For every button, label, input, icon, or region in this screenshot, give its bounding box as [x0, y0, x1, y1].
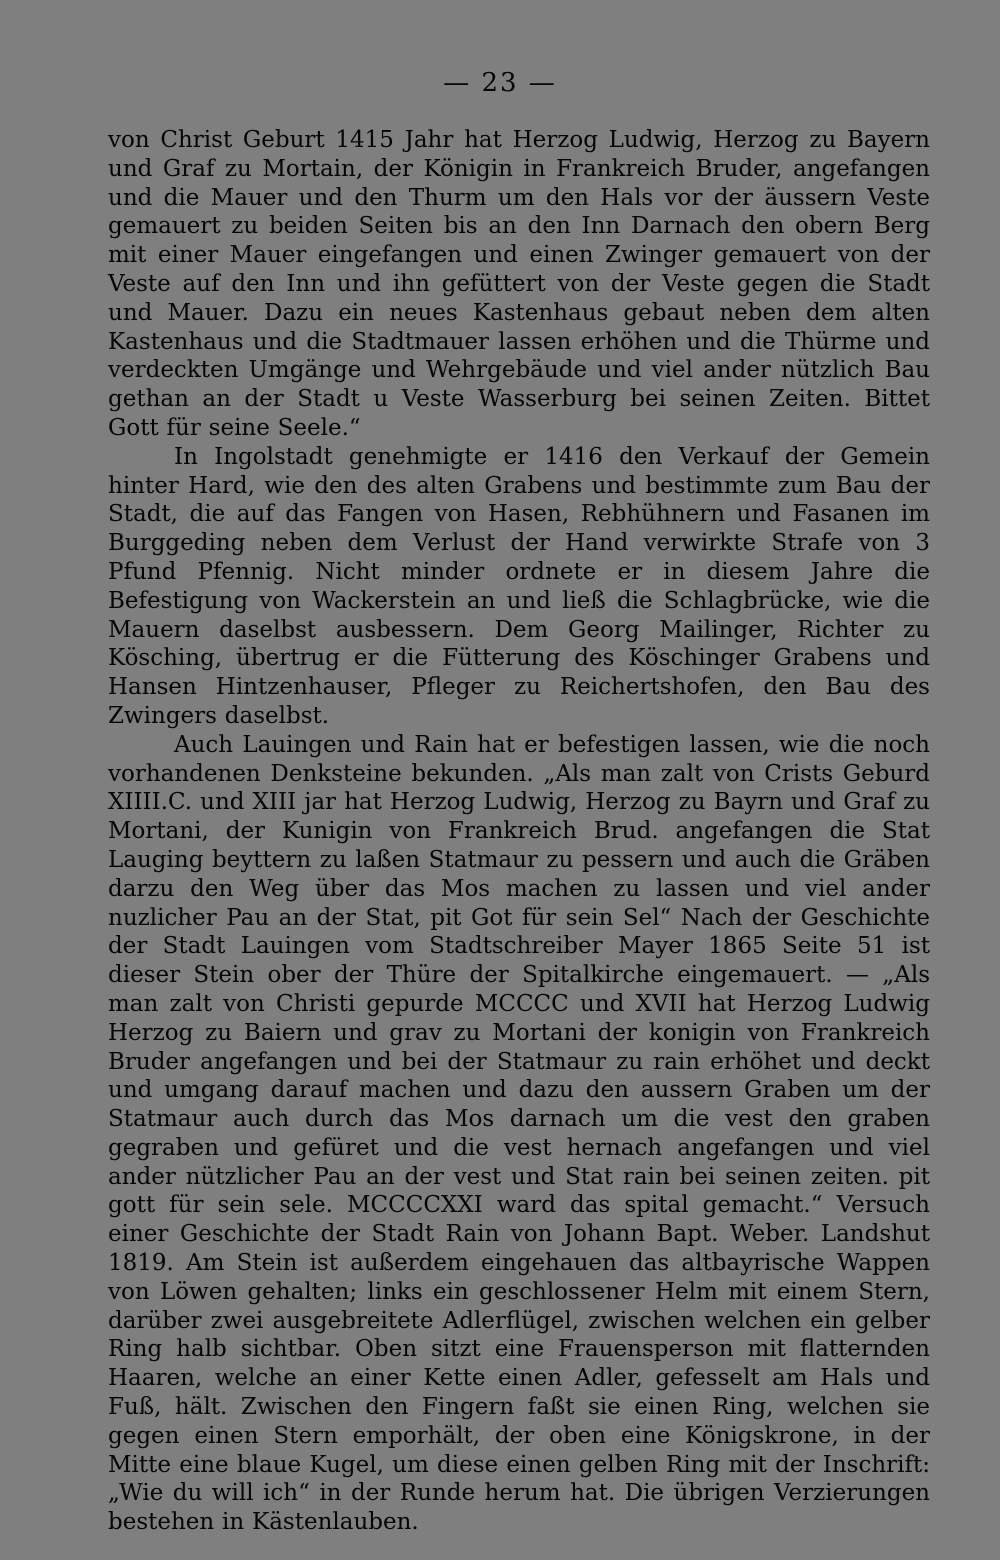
paragraph-1: von Christ Geburt 1415 Jahr hat Herzog Ludwig, Herzog zu Bayern und Graf zu Mortain, der Königin in Frankreich Bruder, angefangen und die Mauer und den Thurm um den Hals vor der äussern Veste gemauert zu beiden Seiten bis an den Inn Darnach den obern Berg mit einer Mauer eingefangen und einen Zwinger gemauert von der Veste auf den Inn und ihn gefüttert von der Veste gegen die Stadt und Mauer. Dazu ein neues Kastenhaus gebaut neben dem alten Kastenhaus und die Stadtmauer lassen erhöhen und die Thürme und verdeckten Umgänge und Wehrgebäude und viel ander nützlich Bau gethan an der Stadt u Veste Wasserburg bei seinen Zeiten. Bittet Gott für seine Seele.“ — [108, 127, 930, 441]
paragraph-3: Auch Lauingen und Rain hat er befestigen lassen, wie die noch vorhandenen Denksteine bekunden. „Als man zalt von Crists Geburd XIIII.C. und XIII jar hat Herzog Ludwig, Herzog zu Bayrn und Graf zu Mortani, der Kunigin von Frankreich Brud. angefangen die Stat Lauging beyttern zu laßen Statmaur zu pessern und auch die Gräben darzu den Weg über das Mos machen zu lassen und viel ander nuzlicher Pau an der Stat, pit Got für sein Sel“ Nach der Geschichte der Stadt Lauingen vom Stadtschreiber Mayer 1865 Seite 51 ist dieser Stein ober der Thüre der Spitalkirche eingemauert. — „Als man zalt von Christi gepurde MCCCC und XVII hat Herzog Ludwig Herzog zu Baiern und grav zu Mortani der konigin von Frankreich Bruder angefangen und bei der Statmaur zu rain erhöhet und deckt und umgang darauf machen und dazu den aussern Graben um der Statmaur auch durch das Mos darnach um die vest den graben gegraben und gefüret und die vest hernach angefangen und viel ander nützlicher Pau an der vest und Stat rain bei seinen zeiten. pit gott für sein sele. MCCCCXXI ward das spital gemacht.“ Versuch einer Geschichte der Stadt Rain von Johann Bapt. Weber. Landshut 1819. Am Stein ist außerdem eingehauen das altbayrische Wappen von Löwen gehalten; links ein geschlossener Helm mit einem Stern, darüber zwei ausgebreitete Adlerflügel, zwischen welchen ein gelber Ring halb sichtbar. Oben sitzt eine Frauensperson mit flatternden Haaren, welche an einer Kette einen Adler, gefesselt am Hals und Fuß, hält. Zwischen den Fingern faßt sie einen Ring, welchen sie gegen einen Stern emporhält, der oben eine Königskrone, in der Mitte eine blaue Kugel, um diese einen gelben Ring mit der Inschrift: „Wie du will ich“ in der Runde herum hat. Die übrigen Verzierungen bestehen in Kästenlauben. — [108, 731, 930, 1536]
paragraph-2: In Ingolstadt genehmigte er 1416 den Verkauf der Gemein hinter Hard, wie den des alten Grabens und bestimmte zum Bau der Stadt, die auf das Fangen von Hasen, Rebhühnern und Fasanen im Burggeding neben dem Verlust der Hand verwirkte Strafe von 3 Pfund Pfennig. Nicht minder ordnete er in diesem Jahre die Befestigung von Wackerstein an und ließ die Schlagbrücke, wie die Mauern daselbst ausbessern. Dem Georg Mailinger, Richter zu Kösching, übertrug er die Fütterung des Köschinger Grabens und Hansen Hintzenhauser, Pfleger zu Reichertshofen, den Bau des Zwingers daselbst. — [108, 443, 930, 729]
body-text — [108, 126, 930, 1537]
page-number: — 23 — — [443, 68, 557, 98]
